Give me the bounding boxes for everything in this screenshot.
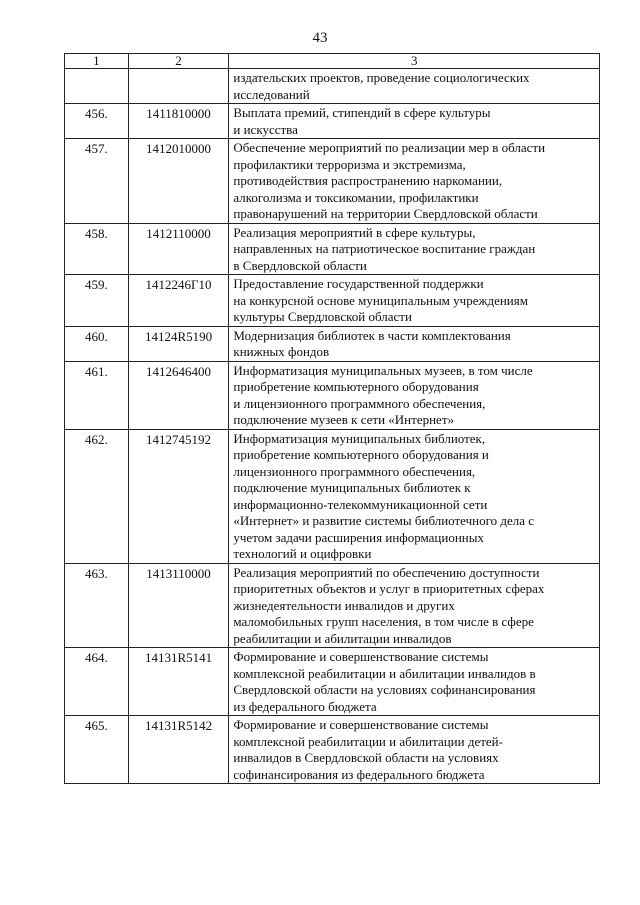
desc-line: культуры Свердловской области <box>233 309 412 324</box>
table-row <box>65 275 600 327</box>
desc-line: подключение муниципальных библиотек к <box>233 480 471 495</box>
table-row <box>65 361 600 429</box>
desc-line: алкоголизма и токсикомании, профилактики <box>233 189 479 205</box>
desc-line: профилактики терроризма и экстремизма, <box>233 156 466 172</box>
row-number: 465. <box>65 716 129 784</box>
classification-table <box>64 53 600 784</box>
desc-line: издательских проектов, проведение социологических <box>233 70 530 85</box>
continuation-row <box>65 69 600 104</box>
desc-line: Свердловской области на условиях софинансирования <box>233 682 536 697</box>
table-header-row <box>65 54 600 69</box>
row-code: 1412745192 <box>128 429 229 563</box>
row-description <box>229 104 600 139</box>
desc-line: книжных фондов <box>233 344 330 359</box>
desc-line: софинансирования из федерального бюджета <box>233 766 485 782</box>
row-code: 14131R5142 <box>128 716 229 784</box>
desc-line: на конкурсной основе муниципальным учреждениям <box>233 292 528 308</box>
page-number: 43 <box>312 30 328 46</box>
desc-line: приоритетных объектов и услуг в приоритетных сферах <box>233 581 545 596</box>
desc-line: комплексной реабилитации и абилитации детей- <box>233 733 503 749</box>
row-description <box>229 361 600 429</box>
desc-line: реабилитации и абилитации инвалидов <box>233 630 452 646</box>
desc-line: приобретение компьютерного оборудования и <box>233 447 489 462</box>
row-description <box>229 139 600 224</box>
table-row <box>65 223 600 275</box>
desc-line: Информатизация муниципальных музеев, в том числе <box>233 362 533 378</box>
row-description <box>229 563 600 648</box>
column-header-1: 1 <box>65 54 129 69</box>
desc-line: Модернизация библиотек в части комплектования <box>233 327 511 343</box>
row-number: 463. <box>65 563 129 648</box>
desc-line: подключение музеев к сети «Интернет» <box>233 412 454 427</box>
row-code: 1412246Г10 <box>128 275 229 327</box>
row-code: 1413110000 <box>128 563 229 648</box>
desc-line: Информатизация муниципальных библиотек, <box>233 430 486 446</box>
row-number: 459. <box>65 275 129 327</box>
table-row <box>65 563 600 648</box>
row-code: 14131R5141 <box>128 648 229 716</box>
table-row <box>65 648 600 716</box>
row-description <box>229 223 600 275</box>
desc-line: Выплата премий, стипендий в сфере культуры <box>233 105 491 120</box>
desc-line: информационно-телекоммуникационной сети <box>233 496 488 512</box>
desc-line: «Интернет» и развитие системы библиотечного дела с <box>233 513 535 528</box>
continuation-code-cell <box>128 69 229 104</box>
desc-line: из федерального бюджета <box>233 698 377 714</box>
table-row <box>65 716 600 784</box>
row-code: 1412646400 <box>128 361 229 429</box>
desc-line: в Свердловской области <box>233 257 367 273</box>
row-code: 1412010000 <box>128 139 229 224</box>
row-description <box>229 648 600 716</box>
row-code: 1412110000 <box>128 223 229 275</box>
row-description <box>229 716 600 784</box>
continuation-desc-cell <box>229 69 600 104</box>
row-number: 458. <box>65 223 129 275</box>
desc-line: правонарушений на территории Свердловской области <box>233 206 538 221</box>
desc-line: исследований <box>233 86 310 102</box>
desc-line: противодействия распространению наркомании, <box>233 173 503 188</box>
table-row <box>65 429 600 563</box>
row-number: 461. <box>65 361 129 429</box>
desc-line: учетом задачи расширения информационных <box>233 529 484 545</box>
continuation-num-cell <box>65 69 129 104</box>
row-number: 464. <box>65 648 129 716</box>
desc-line: приобретение компьютерного оборудования <box>233 379 479 394</box>
table-row <box>65 326 600 361</box>
row-number: 456. <box>65 104 129 139</box>
desc-line: Формирование и совершенствование системы <box>233 649 489 664</box>
desc-line: направленных на патриотическое воспитание граждан <box>233 241 536 256</box>
table-row <box>65 139 600 224</box>
desc-line: Формирование и совершенствование системы <box>233 717 489 732</box>
desc-line: жизнедеятельности инвалидов и других <box>233 597 455 613</box>
row-code: 14124R5190 <box>128 326 229 361</box>
row-number: 457. <box>65 139 129 224</box>
desc-line: лицензионного программного обеспечения, <box>233 463 476 479</box>
row-number: 462. <box>65 429 129 563</box>
row-description <box>229 326 600 361</box>
desc-line: комплексной реабилитации и абилитации инвалидов в <box>233 665 536 681</box>
desc-line: технологий и оцифровки <box>233 546 372 561</box>
row-code: 1411810000 <box>128 104 229 139</box>
desc-line: и лицензионного программного обеспечения, <box>233 395 486 411</box>
row-description <box>229 429 600 563</box>
desc-line: инвалидов в Свердловской области на условиях <box>233 750 499 765</box>
desc-line: Реализация мероприятий в сфере культуры, <box>233 224 476 240</box>
row-description <box>229 275 600 327</box>
desc-line: Предоставление государственной поддержки <box>233 276 484 291</box>
desc-line: и искусства <box>233 121 298 137</box>
desc-line: Обеспечение мероприятий по реализации мер в области <box>233 140 546 155</box>
column-header-2: 2 <box>128 54 229 69</box>
desc-line: маломобильных групп населения, в том числе в сфере <box>233 614 534 629</box>
table-row <box>65 104 600 139</box>
column-header-3: 3 <box>229 54 600 69</box>
row-number: 460. <box>65 326 129 361</box>
desc-line: Реализация мероприятий по обеспечению доступности <box>233 564 540 580</box>
